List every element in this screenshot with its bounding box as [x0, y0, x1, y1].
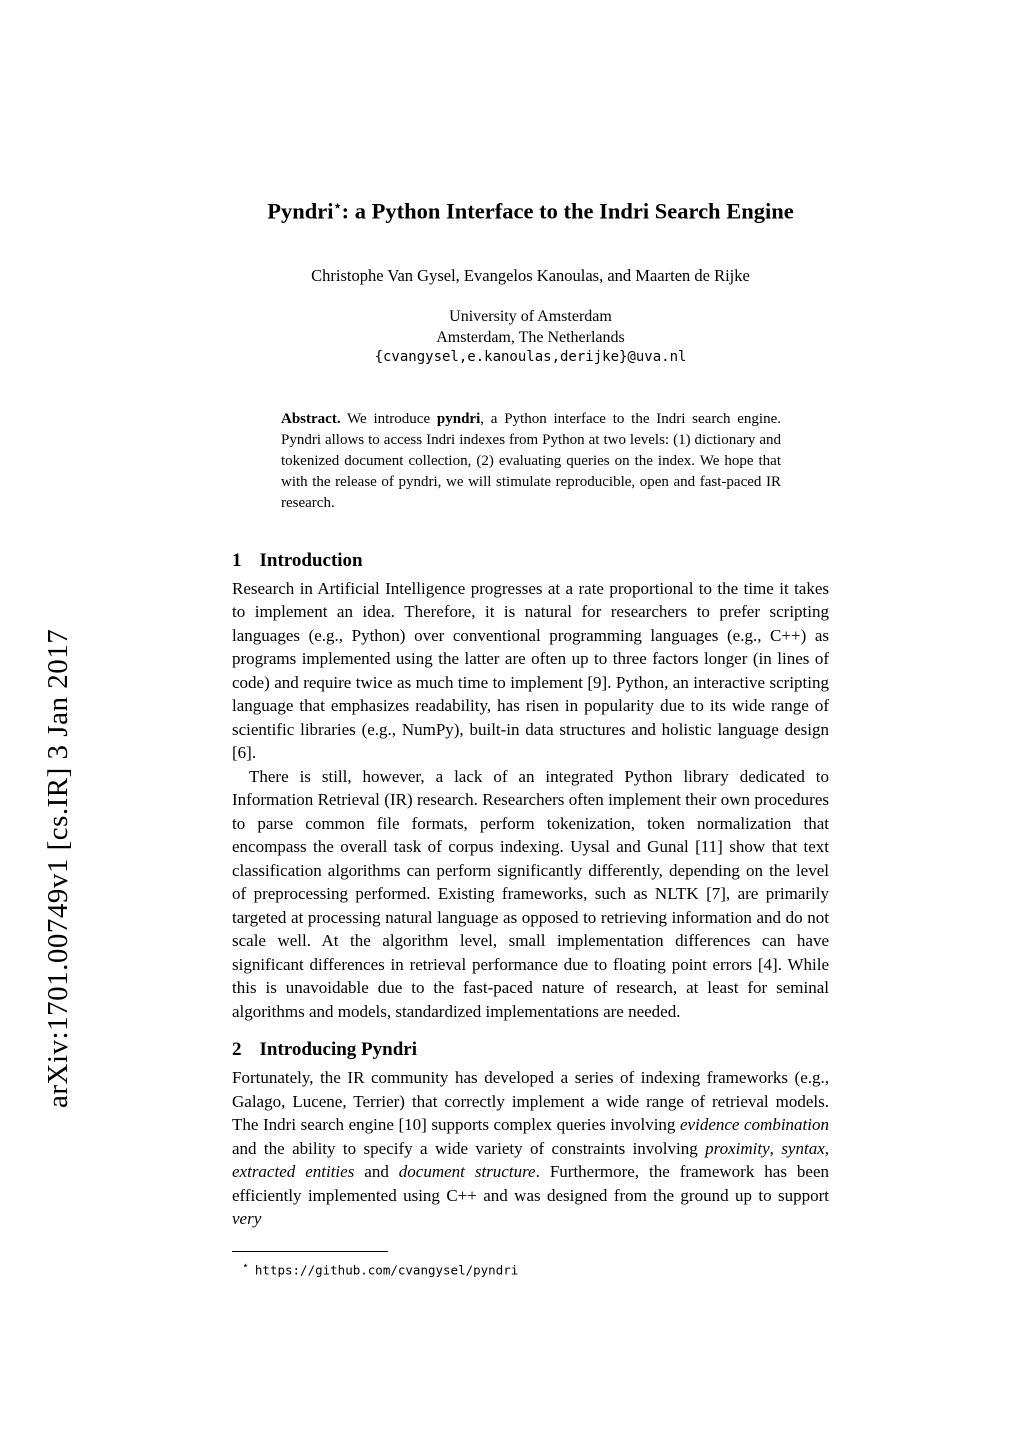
footnote-text [232, 1259, 829, 1278]
section-introduction [232, 550, 829, 1024]
authors-line: Christophe Van Gysel, Evangelos Kanoulas, and Maarten de Rijke [311, 265, 750, 285]
section-2-text-3: , [769, 1138, 782, 1158]
term-syntax: syntax [781, 1138, 825, 1158]
email-line: {cvangysel,e.kanoulas,derijke}@uva.nl [374, 348, 687, 365]
abstract-block [281, 409, 781, 514]
term-extracted-entities: extracted entities [232, 1162, 355, 1181]
section-2-title: Introducing Pyndri [259, 1039, 417, 1060]
footnote-github-url[interactable]: https://github.com/cvangysel/pyndri [254, 1261, 519, 1277]
section-2-heading [232, 1039, 829, 1061]
section-2-text-4: , [824, 1138, 829, 1158]
section-1-number: 1 [232, 549, 242, 571]
term-evidence-combination: evidence combination [680, 1115, 830, 1134]
term-very: very [232, 1209, 262, 1228]
section-1-paragraph-1: Research in Artificial Intelligence progresses at a rate proportional to the time it takes to implement an idea. Therefore, it is natural for researchers to prefer scripting languages (e.g., Python) over conventional programming languages (e.g., C++) as programs implemented using the latter are often up to three factors longer (in lines of code) and require twice as much time to implement [9]. Python, an interactive scripting language that emphasizes readability, has risen in popularity due to its wide range of scientific libraries (e.g., NumPy), built-in data structures and holistic language design [6]. [232, 578, 829, 762]
footnote-star-mark: ⋆ [242, 1259, 249, 1272]
abstract-text-1: We introduce [340, 410, 437, 427]
section-2-paragraph-1 [232, 1066, 829, 1231]
paper-title [232, 192, 829, 226]
abstract-label: Abstract. [281, 410, 341, 427]
paper-title-rest: : a Python Interface to the Indri Search Engine [341, 198, 794, 224]
affiliation-block [232, 306, 829, 348]
affiliation-line-2: Amsterdam, The Netherlands [436, 328, 625, 346]
term-proximity: proximity [705, 1138, 770, 1158]
section-2-text-5: and [354, 1162, 399, 1181]
abstract-pyndri-bold: pyndri [436, 410, 481, 427]
affiliation-line-1: University of Amsterdam [449, 307, 612, 325]
paper-page [232, 0, 829, 1278]
section-1-paragraph-2: There is still, however, a lack of an integrated Python library dedicated to Information Retrieval (IR) research. Researchers often implement their own procedures to parse common file formats, perform tokenization, token normalization that encompass the overall task of corpus indexing. Uysal and Gunal [11] show that text classification algorithms can perform significantly differently, depending on the level of preprocessing performed. Existing frameworks, such as NLTK [7], are primarily targeted at processing natural language as opposed to retrieving information and do not scale well. At the algorithm level, small implementation differences can have significant differences in retrieval performance due to floating point errors [4]. While this is unavoidable due to the fast-paced nature of research, at least for seminal algorithms and models, standardized implementations are needed. [232, 766, 829, 1021]
section-introducing-pyndri [232, 1039, 829, 1231]
footnote-rule [232, 1251, 388, 1252]
paper-title-main: Pyndri [267, 198, 334, 224]
section-2-text-6: . Furthermore, the framework has been efficiently implemented using C++ and was designed from the ground up to support [232, 1162, 829, 1205]
section-1-heading [232, 550, 829, 572]
section-2-text-1: Fortunately, the IR community has developed a series of indexing frameworks (e.g., Galago, Lucene, Terrier) that correctly implement a wide range of retrieval models. The Indri search engine [10] supports complex queries involving [232, 1068, 829, 1134]
abstract-text-2: , a Python interface to the Indri search engine. Pyndri allows to access Indri indexes from Python at two levels: (1) dictionary and tokenized document collection, (2) evaluating queries on the index. We hope that with the release of pyndri, we will stimulate reproducible, open and fast-paced IR research. [281, 410, 781, 511]
term-document-structure: document structure [398, 1162, 536, 1181]
footnote-block [232, 1251, 829, 1278]
title-star-mark: ⋆ [333, 198, 342, 213]
section-1-title: Introduction [259, 549, 363, 571]
section-2-text-2: and the ability to specify a wide variety of constraints involving [232, 1138, 706, 1158]
arxiv-watermark: arXiv:1701.00749v1 [cs.IR] 3 Jan 2017 [42, 628, 74, 1108]
section-2-number: 2 [232, 1039, 242, 1060]
